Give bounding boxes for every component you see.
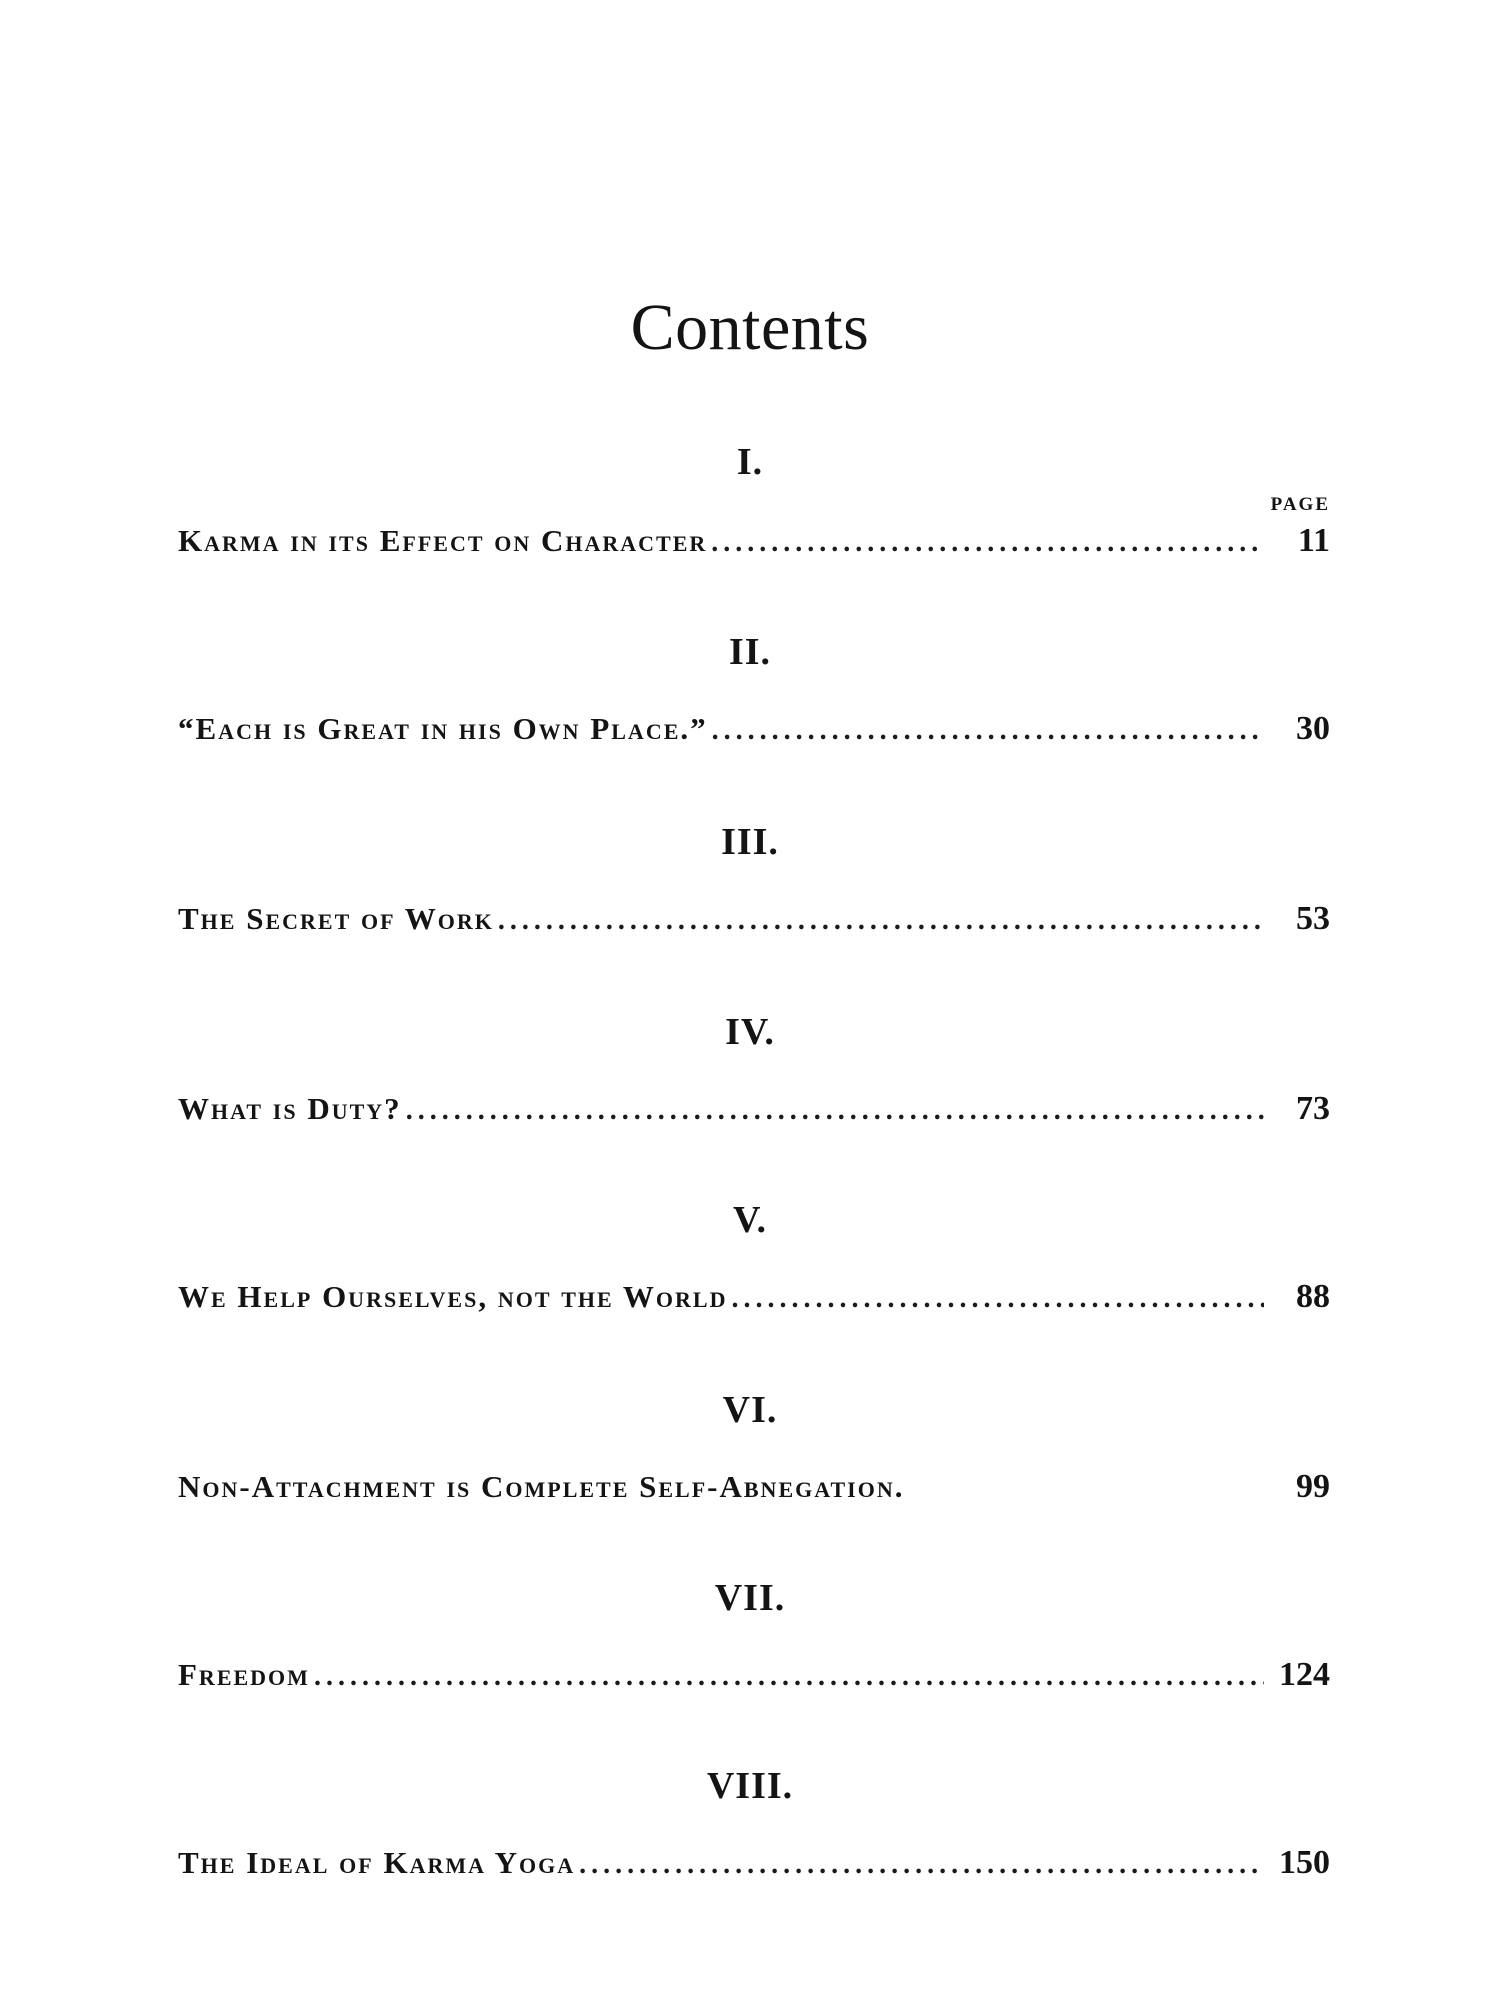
- chapter-numeral: VII.: [714, 1577, 786, 1619]
- page-number: 30: [1296, 710, 1330, 747]
- dot-leader: [731, 1283, 1264, 1315]
- dot-leader: [406, 1095, 1264, 1127]
- toc-entry: [178, 710, 1330, 748]
- page-number: 11: [1297, 522, 1330, 559]
- dot-leader: [712, 715, 1264, 747]
- chapter-numeral: VIII.: [706, 1765, 794, 1807]
- dot-leader: [579, 1849, 1264, 1881]
- chapter-numeral: III.: [721, 821, 779, 863]
- chapter-title: Freedom: [178, 1657, 310, 1692]
- page-number: 53: [1296, 900, 1330, 937]
- chapter-numeral: IV.: [725, 1011, 775, 1053]
- page-number: 73: [1296, 1090, 1330, 1127]
- chapter-numeral: V.: [732, 1199, 768, 1241]
- toc-entry: [178, 522, 1330, 560]
- chapter-title: We Help Ourselves, not the World: [178, 1279, 728, 1314]
- toc-entry: [178, 1468, 1330, 1506]
- chapter-title: Non-Attachment is Complete Self-Abnegation.: [178, 1469, 905, 1504]
- toc-entry: [178, 1844, 1330, 1882]
- dot-leader: [314, 1661, 1264, 1693]
- chapter-title: The Ideal of Karma Yoga: [178, 1845, 576, 1880]
- dot-leader: [711, 527, 1264, 559]
- page-number: 150: [1279, 1844, 1330, 1881]
- chapter-title: “Each is Great in his Own Place.”: [178, 711, 708, 746]
- chapter-title: What is Duty?: [178, 1091, 402, 1126]
- chapter-numeral: I.: [736, 441, 764, 483]
- toc-entry: [178, 1278, 1330, 1316]
- chapter-numeral: II.: [728, 631, 772, 673]
- page-number: 88: [1296, 1278, 1330, 1315]
- page-number: 124: [1279, 1656, 1330, 1693]
- toc-entry: [178, 900, 1330, 938]
- page-column-label: PAGE: [1270, 494, 1330, 515]
- page-number: 99: [1296, 1468, 1330, 1505]
- chapter-numeral: VI.: [722, 1389, 778, 1431]
- dot-leader: [498, 905, 1264, 937]
- toc-entry: [178, 1090, 1330, 1128]
- chapter-title: The Secret of Work: [178, 901, 494, 936]
- toc-entry: [178, 1656, 1330, 1694]
- page-title: Contents: [630, 291, 870, 364]
- chapter-title: Karma in its Effect on Character: [178, 523, 708, 558]
